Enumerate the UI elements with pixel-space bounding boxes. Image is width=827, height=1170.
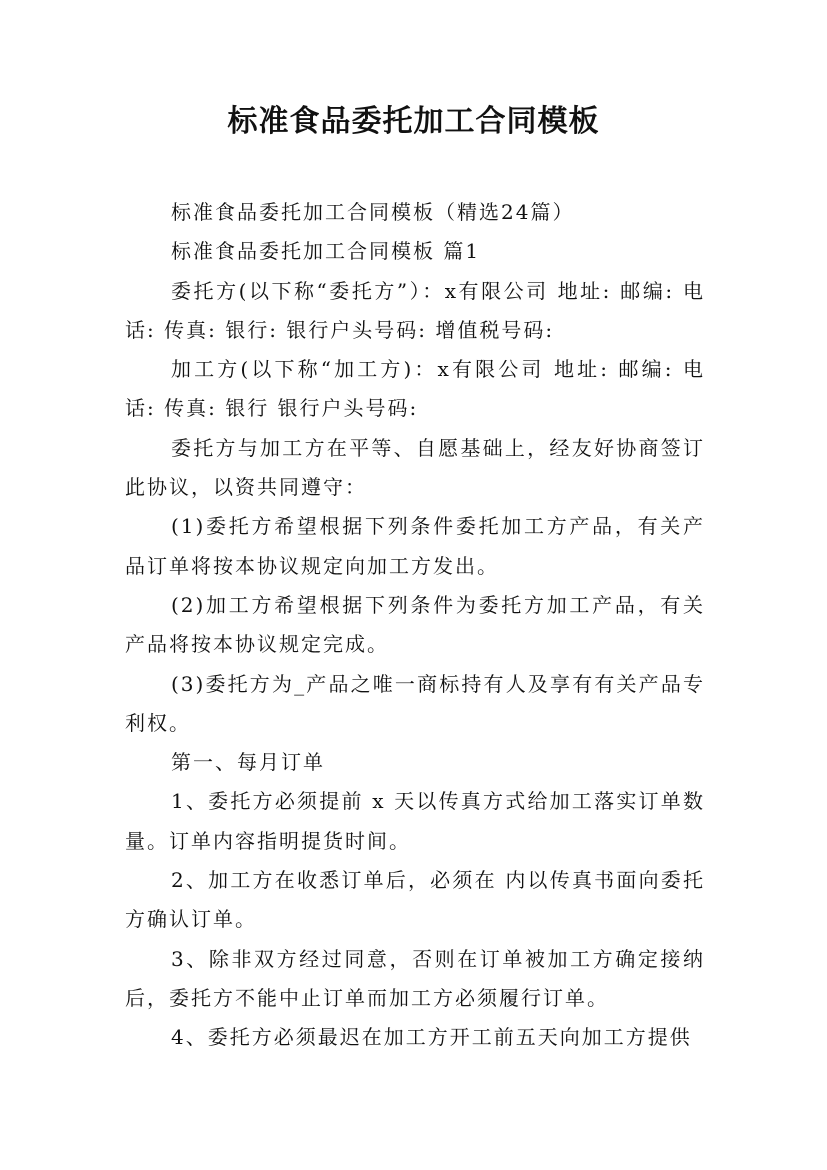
paragraph-item-2: 2、加工方在收悉订单后，必须在 内以传真书面向委托方确认订单。 [125,868,705,932]
paragraph-item-1: 1、委托方必须提前 x 天以传真方式给加工落实订单数量。订单内容指明提货时间。 [125,789,705,853]
document-body [125,193,705,1058]
paragraph-clause-2: (2)加工方希望根据下列条件为委托方加工产品，有关产品将按本协议规定完成。 [125,592,705,657]
paragraph-item-4: 4、委托方必须最迟在加工方开工前五天向加工方提供 [171,1025,692,1050]
paragraph-article-heading: 第一、每月订单 [171,750,325,775]
paragraph-clause-3: (3)委托方为_产品之唯一商标持有人及享有有关产品专利权。 [125,671,705,735]
paragraph-subtitle: 标准食品委托加工合同模板（精选24篇） [171,200,575,224]
paragraph-preamble: 委托方与加工方在平等、自愿基础上，经友好协商签订此协议，以资共同遵守： [125,435,705,500]
paragraph-clause-1: (1)委托方希望根据下列条件委托加工方产品，有关产品订单将按本协议规定向加工方发出。 [125,514,705,578]
paragraph-section-heading: 标准食品委托加工合同模板 篇1 [171,239,481,264]
paragraph-processor-info: 加工方(以下称“加工方)：x有限公司 地址: 邮编: 电话: 传真: 银行 银行户头号码: [125,357,705,421]
paragraph-item-3: 3、除非双方经过同意，否则在订单被加工方确定接纳后，委托方不能中止订单而加工方必须履行订单。 [125,946,705,1010]
paragraph-client-info: 委托方(以下称“委托方”）：x有限公司 地址: 邮编: 电话: 传真: 银行: 银行户头号码: 增值税号码: [125,278,705,342]
document-title: 标准食品委托加工合同模板 [227,104,600,139]
